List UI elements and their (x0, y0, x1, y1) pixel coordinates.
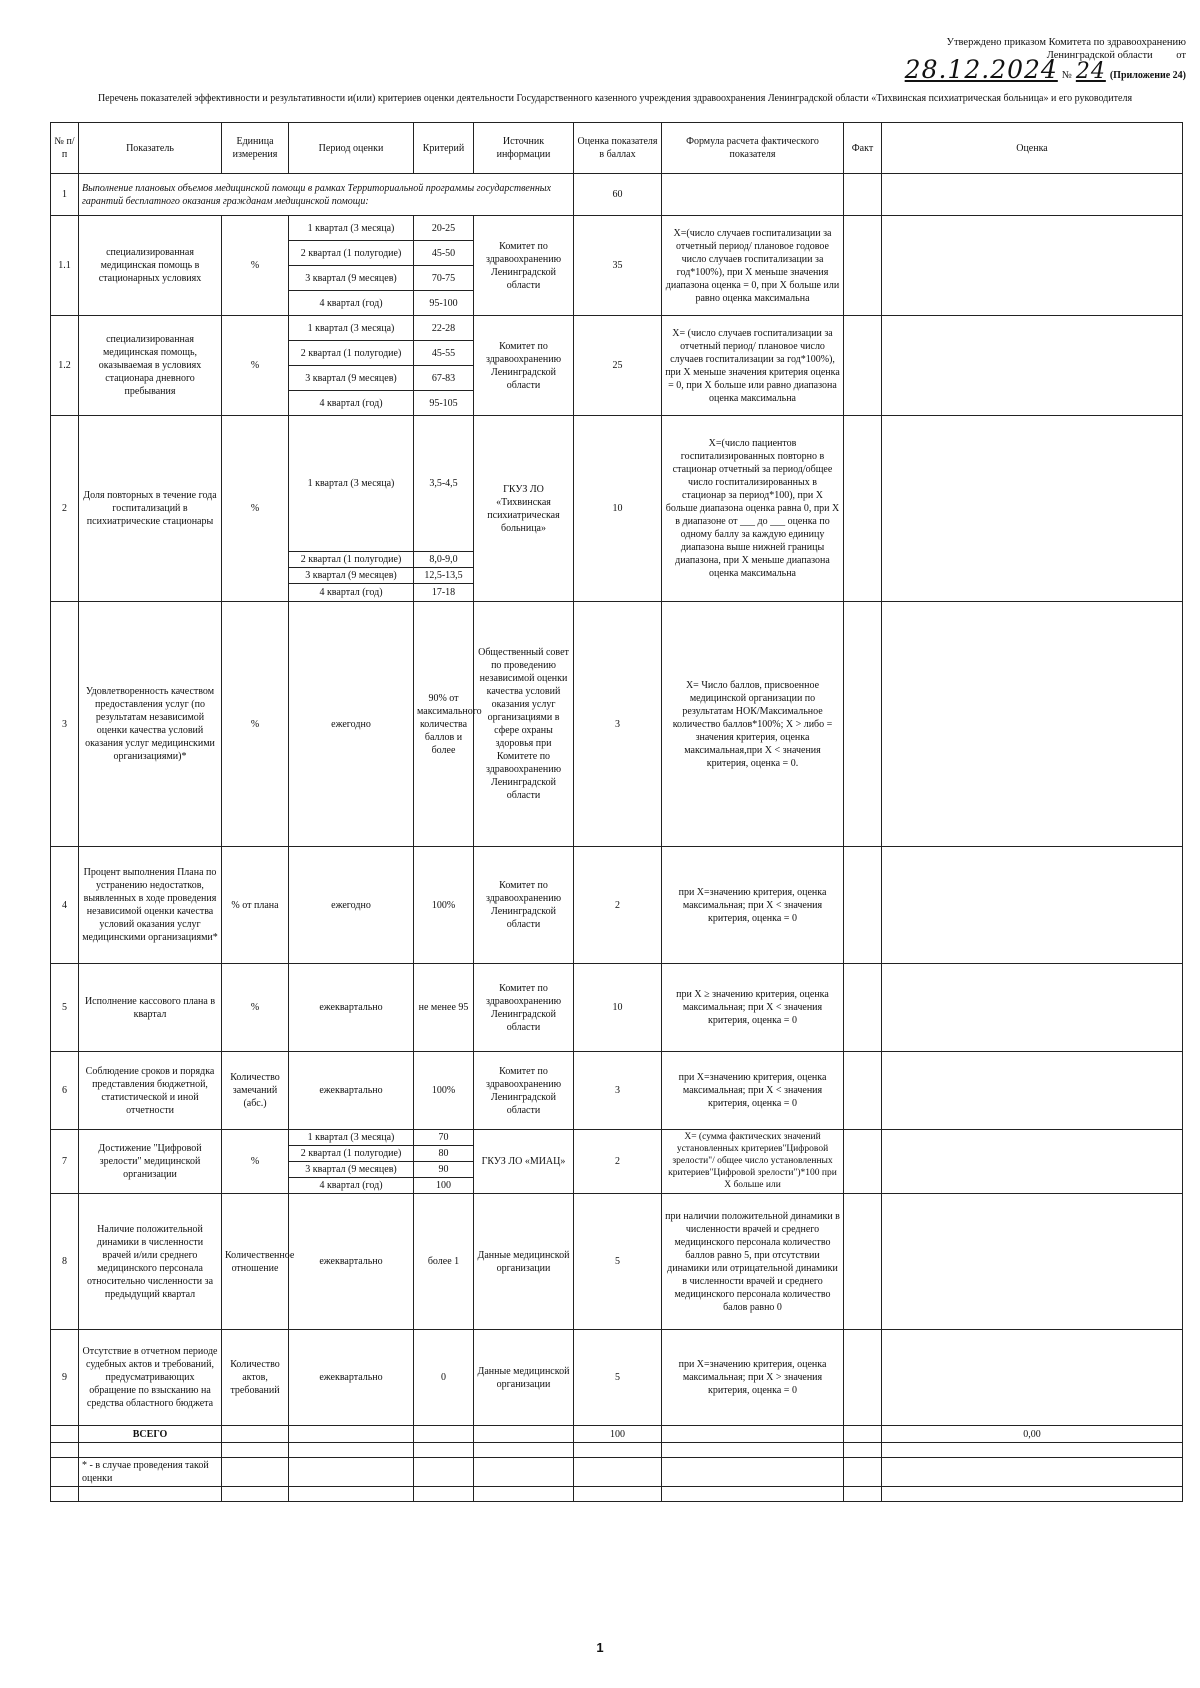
row-criterion: 80 (414, 1146, 474, 1162)
spacer-cell (882, 1443, 1183, 1458)
total-criterion (414, 1426, 474, 1443)
row-fact[interactable] (844, 1194, 882, 1330)
table-footnote-row (51, 1458, 1183, 1487)
row-period: ежеквартально (289, 1194, 414, 1330)
row-formula-text: Х= (сумма фактических значений установленных критериев"Цифровой зрелости"/ общее число установленных критериев"Цифровой зрелости")*100 при Х больше или (668, 1132, 837, 1190)
row-formula: Х= (число случаев госпитализации за отчетный период/ плановое число случаев госпитализации за год*100%), при Х меньше значения критерия оценка = 0, при Х больше или равно диапазона оценка максимальна (662, 316, 844, 416)
row-criterion: 0 (414, 1330, 474, 1426)
spacer-cell (289, 1458, 414, 1487)
total-score: 100 (574, 1426, 662, 1443)
table-row-7 (51, 1130, 1183, 1146)
spacer-cell (662, 1458, 844, 1487)
row-num: 1.2 (51, 316, 79, 416)
header-assessment: Оценка (882, 123, 1183, 174)
header-fact: Факт (844, 123, 882, 174)
approval-region: Ленинградской области (1046, 50, 1153, 61)
row-unit: Количество актов, требований (222, 1330, 289, 1426)
row-num: 8 (51, 1194, 79, 1330)
row-formula: Х=(число случаев госпитализации за отчетный период/ плановое годовое число случаев госпитализации за год*100%), при Х меньше значения диапазона оценка = 0, при Х больше или равно оценка максимальна (662, 216, 844, 316)
row-source: Данные медицинской организации (474, 1330, 574, 1426)
table-row-9 (51, 1330, 1183, 1426)
row-criterion: 100% (414, 847, 474, 964)
footnote: * - в случае проведения такой оценки (79, 1458, 222, 1487)
row-unit: Количественное отношение (222, 1194, 289, 1330)
total-period (289, 1426, 414, 1443)
table-header-row (51, 123, 1183, 174)
row-period: ежеквартально (289, 1052, 414, 1130)
row-criterion: 67-83 (414, 366, 474, 391)
row-unit: % (222, 1130, 289, 1194)
row-fact[interactable] (844, 174, 882, 216)
spacer-cell (222, 1487, 289, 1502)
row-criterion: 20-25 (414, 216, 474, 241)
row-unit: % (222, 316, 289, 416)
row-period: ежеквартально (289, 1330, 414, 1426)
row-num: 4 (51, 847, 79, 964)
row-num: 1 (51, 174, 79, 216)
spacer-cell (844, 1487, 882, 1502)
spacer-cell (844, 1458, 882, 1487)
approval-stamp (886, 36, 1186, 82)
table-row-1-1 (51, 216, 1183, 241)
row-indicator: Отсутствие в отчетном периоде судебных актов и требований, предусматривающих обращение по взысканию на средства областного бюджета (79, 1330, 222, 1426)
spacer-cell (51, 1458, 79, 1487)
total-num (51, 1426, 79, 1443)
row-criterion: 95-105 (414, 391, 474, 416)
row-indicator: специализированная медицинская помощь, оказываемая в условиях стационара дневного пребывания (79, 316, 222, 416)
header-criterion: Критерий (414, 123, 474, 174)
row-criterion: более 1 (414, 1194, 474, 1330)
row-indicator: специализированная медицинская помощь в стационарных условиях (79, 216, 222, 316)
row-fact[interactable] (844, 1052, 882, 1130)
spacer-cell (222, 1443, 289, 1458)
row-source: Общественный совет по проведению независимой оценки качества условий оказания услуг организациями в сфере охраны здоровья при Комитете по здравоохранению Ленинградской области (474, 602, 574, 847)
page-number: 1 (596, 1640, 604, 1655)
document-title: Перечень показателей эффективности и результативности и(или) критериев оценки деятельности Государственного казенного учреждения здравоохранения Ленинградской области «Тихвинская психиатрическая больница» и его руководителя (97, 93, 1133, 104)
approval-number: 24 (1075, 59, 1106, 84)
row-assessment[interactable] (882, 602, 1183, 847)
table-row-2 (51, 416, 1183, 552)
row-assessment[interactable] (882, 964, 1183, 1052)
row-assessment[interactable] (882, 416, 1183, 602)
row-formula: при Х ≥ значению критерия, оценка максимальная; при Х < значения критерия, оценка = 0 (662, 964, 844, 1052)
row-period: 3 квартал (9 месяцев) (289, 366, 414, 391)
row-criterion: не менее 95 (414, 964, 474, 1052)
row-period: 1 квартал (3 месяца) (289, 416, 414, 552)
row-criterion: 70-75 (414, 266, 474, 291)
row-indicator: Соблюдение сроков и порядка представления бюджетной, статистической и иной отчетности (79, 1052, 222, 1130)
row-criterion: 90% от максимального количества баллов и более (414, 602, 474, 847)
row-period: 4 квартал (год) (289, 584, 414, 602)
header-num: № п/п (51, 123, 79, 174)
row-period: ежегодно (289, 847, 414, 964)
row-num: 3 (51, 602, 79, 847)
spacer-cell (662, 1443, 844, 1458)
header-indicator: Показатель (79, 123, 222, 174)
table-row-8 (51, 1194, 1183, 1330)
row-unit: % (222, 216, 289, 316)
spacer-cell (51, 1487, 79, 1502)
row-formula: Х= Число баллов, присвоенное медицинской организации по результатам НОК/Максимальное количество баллов*100%; Х > либо = значения критерия, оценка максимальная,при Х < значения критерия, оценка = 0. (662, 602, 844, 847)
header-period: Период оценки (289, 123, 414, 174)
row-num: 7 (51, 1130, 79, 1194)
row-criterion: 22-28 (414, 316, 474, 341)
row-source: Комитет по здравоохранению Ленинградской области (474, 316, 574, 416)
row-criterion: 17-18 (414, 584, 474, 602)
row-criterion: 90 (414, 1162, 474, 1178)
row-period: 2 квартал (1 полугодие) (289, 341, 414, 366)
row-indicator: Удовлетворенность качеством предоставления услуг (по результатам независимой оценки качества условий оказания услуг медицинскими организациями)* (79, 602, 222, 847)
total-unit (222, 1426, 289, 1443)
spacer-cell (882, 1487, 1183, 1502)
row-criterion: 3,5-4,5 (414, 416, 474, 552)
row-criterion: 70 (414, 1130, 474, 1146)
row-period: 3 квартал (9 месяцев) (289, 266, 414, 291)
row-num: 1.1 (51, 216, 79, 316)
row-score: 10 (574, 964, 662, 1052)
row-score: 35 (574, 216, 662, 316)
spacer-cell (414, 1443, 474, 1458)
spacer-cell (414, 1458, 474, 1487)
table-row-1-2 (51, 316, 1183, 341)
row-period: 4 квартал (год) (289, 391, 414, 416)
approval-date: 28.12.2024 (904, 55, 1058, 84)
row-period: ежеквартально (289, 964, 414, 1052)
spacer-cell (474, 1443, 574, 1458)
row-period: 2 квартал (1 полугодие) (289, 241, 414, 266)
row-source: Комитет по здравоохранению Ленинградской области (474, 1052, 574, 1130)
row-indicator: Доля повторных в течение года госпитализаций в психиатрические стационары (79, 416, 222, 602)
spacer-cell (222, 1458, 289, 1487)
row-criterion: 8,0-9,0 (414, 552, 474, 568)
row-period: 2 квартал (1 полугодие) (289, 1146, 414, 1162)
table-row-1 (51, 174, 1183, 216)
row-score: 2 (574, 1130, 662, 1194)
row-period: 1 квартал (3 месяца) (289, 216, 414, 241)
row-criterion: 45-55 (414, 341, 474, 366)
row-source: Комитет по здравоохранению Ленинградской области (474, 847, 574, 964)
row-formula: при Х=значению критерия, оценка максимальная; при Х < значения критерия, оценка = 0 (662, 1052, 844, 1130)
row-fact[interactable] (844, 602, 882, 847)
row-criterion: 12,5-13,5 (414, 568, 474, 584)
table-row-4 (51, 847, 1183, 964)
row-assessment[interactable] (882, 1330, 1183, 1426)
spacer-cell (474, 1487, 574, 1502)
row-formula (662, 174, 844, 216)
table-row-3 (51, 602, 1183, 847)
spacer-cell (474, 1458, 574, 1487)
row-num: 2 (51, 416, 79, 602)
row-num: 9 (51, 1330, 79, 1426)
row-formula: при наличии положительной динамики в численности врачей и среднего медицинского персонала количество баллов равно 5, при отсутствии динамики или отрицательной динамики в численности врачей и среднего медицинского персонала количество балов равно 0 (662, 1194, 844, 1330)
row-period: 1 квартал (3 месяца) (289, 316, 414, 341)
approval-number-label: № (1061, 70, 1072, 81)
row-score: 5 (574, 1330, 662, 1426)
spacer-cell (79, 1443, 222, 1458)
spacer-cell (51, 1443, 79, 1458)
row-source: ГКУЗ ЛО «Тихвинская психиатрическая больница» (474, 416, 574, 602)
row-unit: % от плана (222, 847, 289, 964)
row-formula (662, 1130, 844, 1194)
row-source: Комитет по здравоохранению Ленинградской области (474, 964, 574, 1052)
row-period: 4 квартал (год) (289, 291, 414, 316)
row-fact[interactable] (844, 1330, 882, 1426)
spacer-cell (844, 1443, 882, 1458)
table-total-row (51, 1426, 1183, 1443)
row-score: 25 (574, 316, 662, 416)
row-num: 5 (51, 964, 79, 1052)
row-indicator: Исполнение кассового плана в квартал (79, 964, 222, 1052)
spacer-cell (574, 1487, 662, 1502)
row-fact[interactable] (844, 216, 882, 316)
row-period: ежегодно (289, 602, 414, 847)
row-fact[interactable] (844, 847, 882, 964)
row-source: Данные медицинской организации (474, 1194, 574, 1330)
spacer-cell (574, 1443, 662, 1458)
row-indicator: Наличие положительной динамики в численности врачей и/или среднего медицинского персонала относительно численности за предыдущий квартал (79, 1194, 222, 1330)
approval-line-1: Утверждено приказом Комитета по здравоохранению (946, 37, 1186, 48)
row-assessment[interactable] (882, 174, 1183, 216)
indicators-table (50, 122, 1183, 1502)
row-unit: Количество замечаний (абс.) (222, 1052, 289, 1130)
spacer-cell (574, 1458, 662, 1487)
row-fact[interactable] (844, 416, 882, 602)
row-formula: при Х=значению критерия, оценка максимальная; при Х > значения критерия, оценка = 0 (662, 1330, 844, 1426)
row-assessment[interactable] (882, 316, 1183, 416)
row-score: 10 (574, 416, 662, 602)
row-assessment[interactable] (882, 216, 1183, 316)
row-score: 60 (574, 174, 662, 216)
row-period: 2 квартал (1 полугодие) (289, 552, 414, 568)
approval-appendix: (Приложение 24) (1109, 70, 1186, 81)
table-spacer-row (51, 1443, 1183, 1458)
row-score: 2 (574, 847, 662, 964)
spacer-cell (289, 1443, 414, 1458)
row-indicator: Выполнение плановых объемов медицинской помощи в рамках Территориальной программы государственных гарантий бесплатного оказания гражданам медицинской помощи: (79, 174, 574, 216)
spacer-cell (662, 1487, 844, 1502)
total-label: ВСЕГО (79, 1426, 222, 1443)
row-fact[interactable] (844, 964, 882, 1052)
row-source: Комитет по здравоохранению Ленинградской области (474, 216, 574, 316)
row-score: 3 (574, 1052, 662, 1130)
spacer-cell (79, 1487, 222, 1502)
header-formula: Формула расчета фактического показателя (662, 123, 844, 174)
row-criterion: 45-50 (414, 241, 474, 266)
row-formula: при Х=значению критерия, оценка максимальная; при Х < значения критерия, оценка = 0 (662, 847, 844, 964)
total-source (474, 1426, 574, 1443)
row-source: ГКУЗ ЛО «МИАЦ» (474, 1130, 574, 1194)
total-formula (662, 1426, 844, 1443)
spacer-cell (414, 1487, 474, 1502)
total-assessment: 0,00 (882, 1426, 1183, 1443)
header-unit: Единица измерения (222, 123, 289, 174)
approval-from: от (1176, 50, 1186, 61)
row-unit: % (222, 416, 289, 602)
row-formula: Х=(число пациентов госпитализированных повторно в стационар отчетный за период/общее число госпитализированных в стационар за период*100), при Х больше диапазона оценка равна 0, при Х в диапазоне от ___ до ___ оценка по одному баллу за каждую единицу диапазона выше нижней границы диапазона, при Х меньше диапазона оценка максимальна (662, 416, 844, 602)
table-row-5 (51, 964, 1183, 1052)
row-score: 5 (574, 1194, 662, 1330)
row-score: 3 (574, 602, 662, 847)
row-period: 3 квартал (9 месяцев) (289, 568, 414, 584)
table-spacer-row (51, 1487, 1183, 1502)
row-unit: % (222, 602, 289, 847)
spacer-cell (289, 1487, 414, 1502)
row-unit: % (222, 964, 289, 1052)
row-num: 6 (51, 1052, 79, 1130)
row-criterion: 95-100 (414, 291, 474, 316)
row-period: 4 квартал (год) (289, 1178, 414, 1194)
row-period: 1 квартал (3 месяца) (289, 1130, 414, 1146)
table-row-6 (51, 1052, 1183, 1130)
row-assessment[interactable] (882, 1130, 1183, 1194)
row-indicator: Достижение "Цифровой зрелости" медицинской организации (79, 1130, 222, 1194)
row-indicator: Процент выполнения Плана по устранению недостатков, выявленных в ходе проведения независимой оценки качества условий оказания услуг медицинскими организациями* (79, 847, 222, 964)
row-fact[interactable] (844, 1130, 882, 1194)
row-period: 3 квартал (9 месяцев) (289, 1162, 414, 1178)
row-fact[interactable] (844, 316, 882, 416)
row-criterion: 100% (414, 1052, 474, 1130)
row-assessment[interactable] (882, 1194, 1183, 1330)
row-assessment[interactable] (882, 847, 1183, 964)
spacer-cell (882, 1458, 1183, 1487)
total-fact (844, 1426, 882, 1443)
header-source: Источник информации (474, 123, 574, 174)
header-score: Оценка показателя в баллах (574, 123, 662, 174)
row-criterion: 100 (414, 1178, 474, 1194)
row-assessment[interactable] (882, 1052, 1183, 1130)
